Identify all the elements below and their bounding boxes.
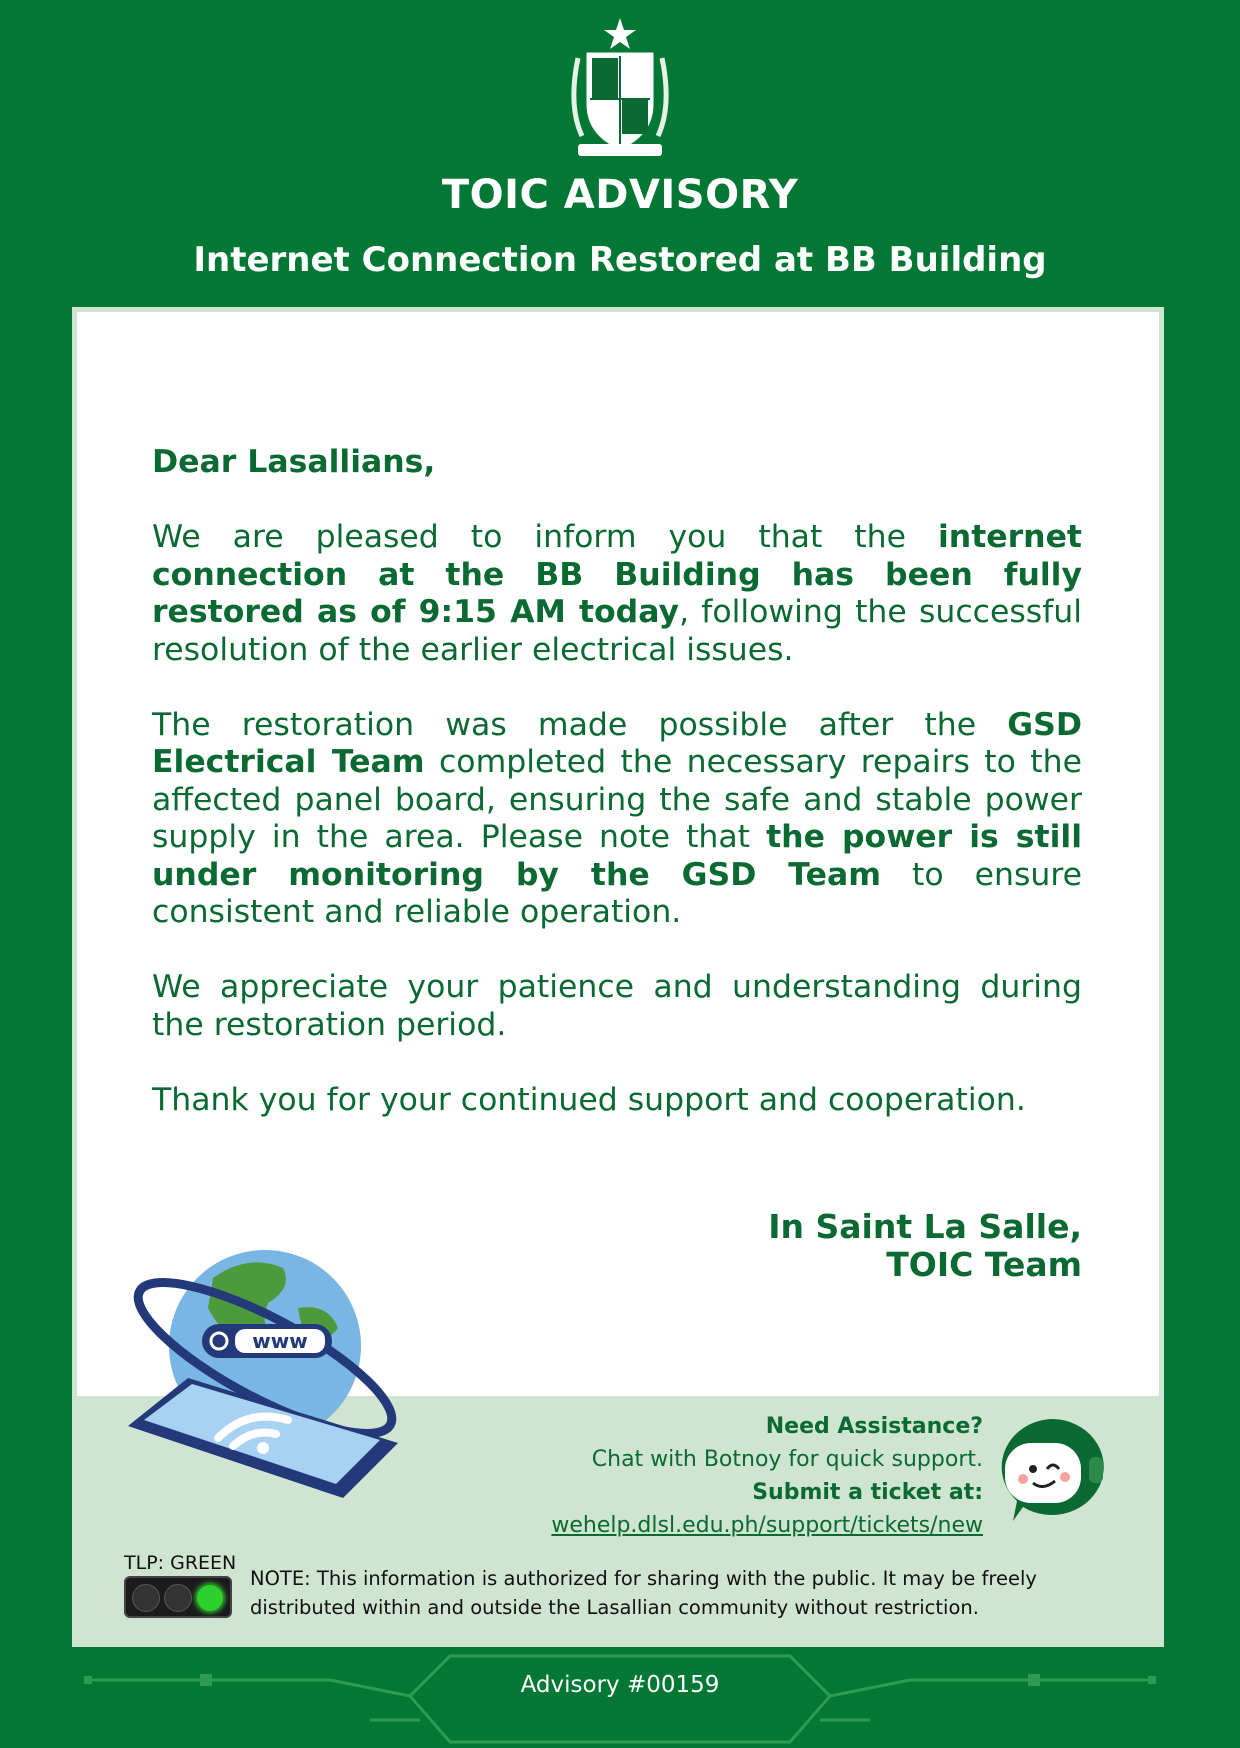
greeting: Dear Lasallians, — [152, 444, 436, 480]
assistance-heading: Need Assistance? — [765, 1414, 983, 1439]
ticket-link[interactable]: wehelp.dlsl.edu.ph/support/tickets/new — [551, 1513, 983, 1538]
advisory-subtitle: Internet Connection Restored at BB Building — [193, 240, 1047, 280]
advisory-title: TOIC ADVISORY — [441, 172, 799, 218]
globe-wifi-illustration — [118, 1248, 408, 1500]
signature-line-2: TOIC Team — [886, 1245, 1082, 1284]
chatbot-avatar-icon[interactable] — [993, 1415, 1115, 1525]
paragraph-3: We appreciate your patience and understanding during the restoration period. — [152, 969, 1082, 1043]
paragraph-4: Thank you for your continued support and cooperation. — [152, 1081, 1026, 1118]
footer-circuit-decoration — [0, 1650, 1240, 1748]
advisory-number: Advisory #00159 — [520, 1672, 720, 1698]
signature — [768, 1208, 1082, 1284]
tlp-label: TLP: GREEN — [124, 1552, 237, 1574]
tlp-traffic-light-icon — [124, 1576, 232, 1618]
signature-line-1: In Saint La Salle, — [768, 1207, 1082, 1246]
letter-body — [152, 444, 1082, 1157]
sharing-note: NOTE: This information is authorized for sharing with the public. It may be freely distributed within and outside the Lasallian community without restriction. — [250, 1567, 1037, 1619]
assistance-info — [551, 1410, 983, 1542]
globe-search-text: www — [252, 1329, 308, 1353]
paragraph-2: The restoration was made possible after the GSD Electrical Team completed the necessary repairs to the affected panel board, ensuring the safe and stable power supply in the area. Please note that the power is still under monitoring by the GSD Team to ensure consistent and reliable operation. — [152, 706, 1082, 930]
chat-text: Chat with Botnoy for quick support. — [591, 1447, 983, 1472]
tlp-light-amber — [164, 1584, 192, 1612]
paragraph-1: We are pleased to inform you that the internet connection at the BB Building has been fully restored as of 9:15 AM today, following the successful resolution of the earlier electrical issues. — [152, 519, 1082, 668]
ticket-text: Submit a ticket at: — [752, 1480, 983, 1505]
school-crest-logo — [556, 16, 684, 166]
tlp-light-red — [132, 1584, 160, 1612]
tlp-light-green — [196, 1584, 224, 1612]
